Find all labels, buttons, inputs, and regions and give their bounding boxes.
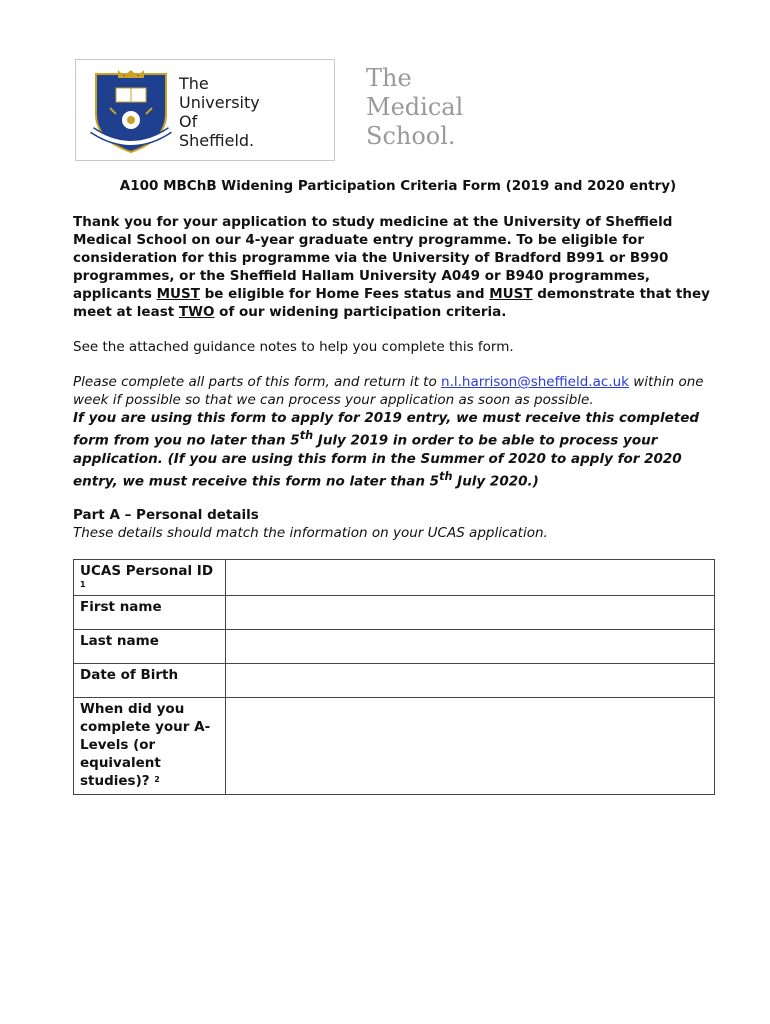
field-label: When did you complete your A-Levels (or equivalent studies)? $^2$ bbox=[74, 698, 226, 795]
ucas-id-field[interactable] bbox=[225, 560, 714, 596]
guidance-note: See the attached guidance notes to help you complete this form. bbox=[73, 339, 514, 355]
return-instructions: Please complete all parts of this form, and return it to n.l.harrison@sheffield.ac.uk within one week if possible so that we can process your application as soon as possible. bbox=[73, 374, 704, 408]
personal-details-table bbox=[73, 559, 715, 795]
date-of-birth-field[interactable] bbox=[225, 664, 714, 698]
must-emphasis: MUST bbox=[156, 286, 200, 302]
form-title: A100 MBChB Widening Participation Criteria Form (2019 and 2020 entry) bbox=[119, 178, 677, 194]
footnote-marker: 1 bbox=[80, 580, 86, 589]
university-name: The University Of Sheffield. bbox=[179, 74, 260, 150]
field-label: Date of Birth bbox=[74, 664, 226, 698]
deadline-notice: If you are using this form to apply for 2019 entry, we must receive this completed form from you no later than 5th July 2019 in order to be able to process your application. (If you are using this form in the Summer of 2020 to apply for 2020 entry, we must receive this form no later than 5th July 2020.) bbox=[73, 410, 700, 489]
last-name-field[interactable] bbox=[225, 630, 714, 664]
table-row bbox=[74, 630, 715, 664]
table-row bbox=[74, 664, 715, 698]
form-content bbox=[73, 178, 723, 795]
table-row bbox=[74, 698, 715, 795]
field-label: Last name bbox=[74, 630, 226, 664]
must-emphasis: MUST bbox=[489, 286, 533, 302]
two-emphasis: TWO bbox=[178, 304, 215, 320]
table-row bbox=[74, 560, 715, 596]
intro-paragraph: Thank you for your application to study medicine at the University of Sheffield Medical School on our 4-year graduate entry programme. To be eligible for consideration for this programme via the University of Bradford B991 or B990 programmes, or the Sheffield Hallam University A049 or B940 programmes, applicants MUST be eligible for Home Fees status and MUST demonstrate that they meet at least TWO of our widening participation criteria. bbox=[73, 214, 710, 320]
alevels-completion-field[interactable] bbox=[225, 698, 714, 795]
part-a-title: Part A – Personal details bbox=[73, 507, 259, 523]
footnote-marker: 2 bbox=[154, 775, 160, 784]
university-crest-icon bbox=[90, 68, 172, 154]
email-link[interactable]: n.l.harrison@sheffield.ac.uk bbox=[441, 374, 629, 390]
medical-school-name: The Medical School. bbox=[366, 64, 464, 150]
field-label: First name bbox=[74, 596, 226, 630]
first-name-field[interactable] bbox=[225, 596, 714, 630]
part-a-subtitle: These details should match the information on your UCAS application. bbox=[73, 525, 548, 541]
field-label: UCAS Personal ID 1 bbox=[74, 560, 226, 596]
table-row bbox=[74, 596, 715, 630]
university-logo bbox=[75, 59, 335, 161]
